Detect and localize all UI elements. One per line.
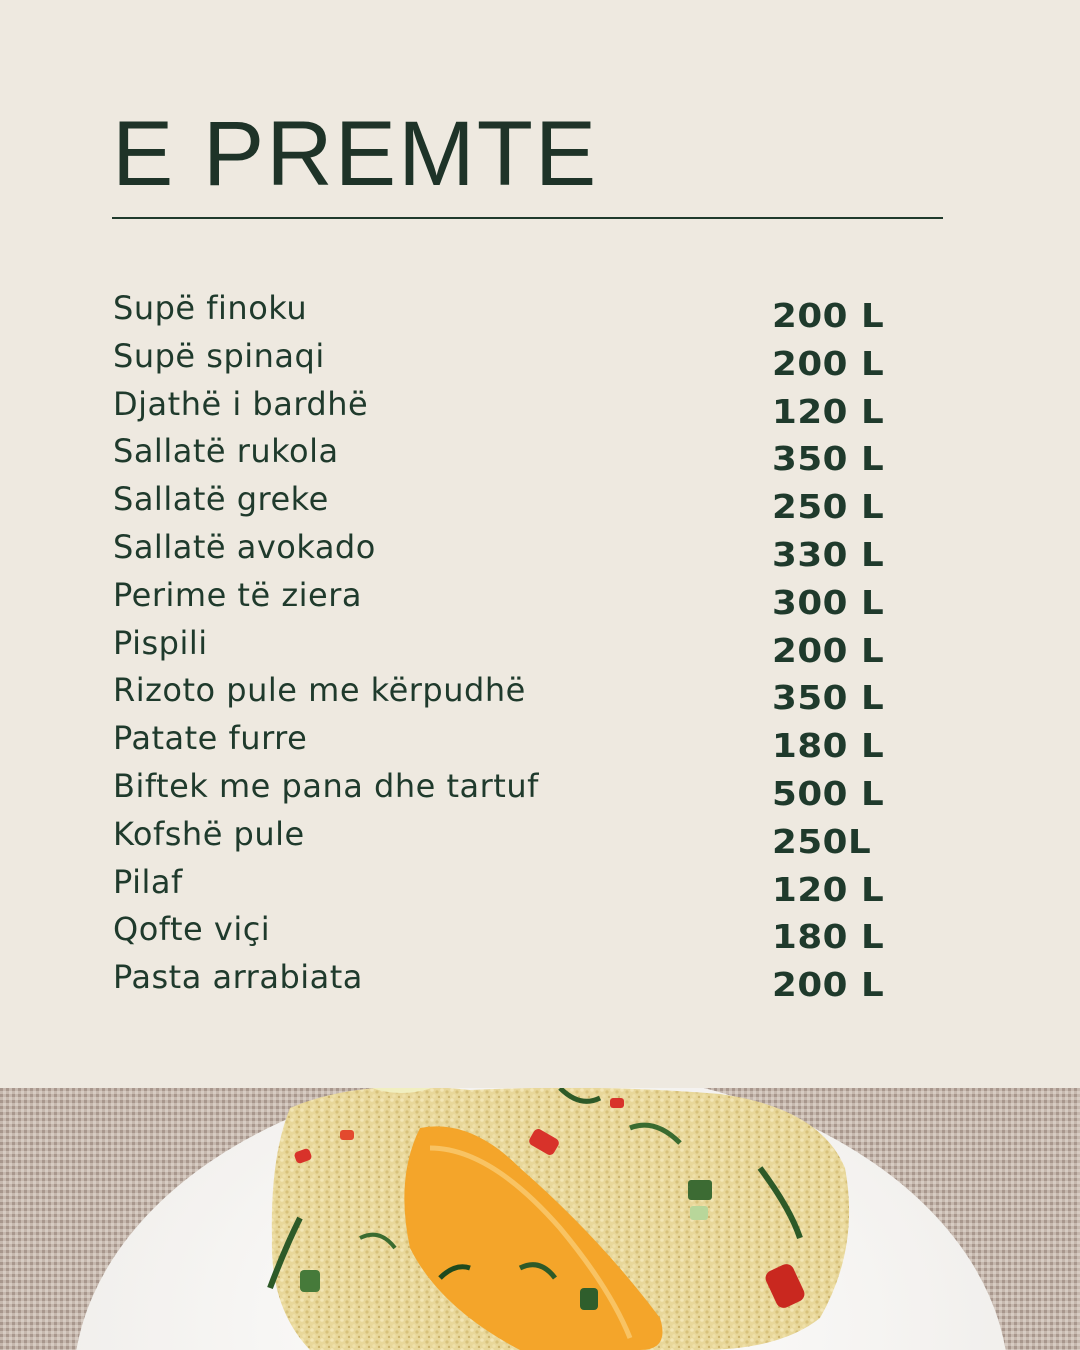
menu-item-name: Patate furre — [113, 719, 308, 758]
menu-item — [113, 621, 913, 669]
menu-item — [113, 525, 913, 573]
menu-item-price: 350 L — [772, 439, 885, 479]
menu-item-price: 300 L — [772, 582, 885, 622]
title-divider — [112, 217, 943, 219]
menu-item — [113, 716, 913, 764]
menu-item-name: Perime të ziera — [113, 575, 362, 614]
menu-item — [113, 764, 913, 812]
menu-item — [113, 955, 913, 1003]
menu-item-price: 200 L — [772, 630, 885, 670]
menu-item-price: 500 L — [772, 773, 885, 813]
menu-item-price: 200 L — [772, 296, 885, 335]
menu-item-price: 250L — [772, 821, 872, 861]
menu-item-name: Pilaf — [113, 862, 183, 901]
menu-item-name: Sallatë avokado — [113, 527, 376, 566]
menu-item — [113, 382, 913, 430]
menu-item-name: Pispili — [113, 623, 208, 662]
menu-item-price: 200 L — [772, 965, 885, 1005]
menu-item-price: 330 L — [772, 534, 885, 574]
menu-item-price: 250 L — [772, 487, 885, 527]
menu-item-name: Pasta arrabiata — [113, 958, 363, 997]
menu-item — [113, 907, 913, 955]
menu-item — [113, 477, 913, 525]
page-title: E PREMTE — [112, 103, 599, 205]
menu-item-price: 350 L — [772, 678, 885, 718]
menu-item-name: Sallatë greke — [113, 480, 329, 519]
menu-item-name: Supë finoku — [113, 289, 308, 327]
menu-list — [113, 286, 913, 1003]
menu-item — [113, 860, 913, 908]
menu-item — [113, 334, 913, 382]
menu-item — [113, 286, 913, 334]
menu-item — [113, 573, 913, 621]
menu-item — [113, 812, 913, 860]
menu-item — [113, 668, 913, 716]
menu-item — [113, 429, 913, 477]
menu-item-name: Qofte viçi — [113, 910, 271, 949]
menu-item-price: 200 L — [772, 343, 885, 383]
menu-item-name: Kofshë pule — [113, 814, 305, 853]
menu-item-price: 120 L — [772, 869, 885, 909]
food-photo-illustration — [0, 1088, 1080, 1350]
menu-item-name: Djathë i bardhë — [113, 384, 369, 423]
couscous-salad-photo — [0, 1088, 1080, 1350]
menu-item-price: 180 L — [772, 917, 885, 957]
menu-item-price: 120 L — [772, 391, 885, 431]
menu-item-name: Biftek me pana dhe tartuf — [113, 766, 539, 805]
menu-item-price: 180 L — [772, 726, 885, 766]
menu-item-name: Rizoto pule me kërpudhë — [113, 671, 526, 710]
menu-item-name: Sallatë rukola — [113, 432, 339, 471]
menu-item-name: Supë spinaqi — [113, 336, 325, 375]
